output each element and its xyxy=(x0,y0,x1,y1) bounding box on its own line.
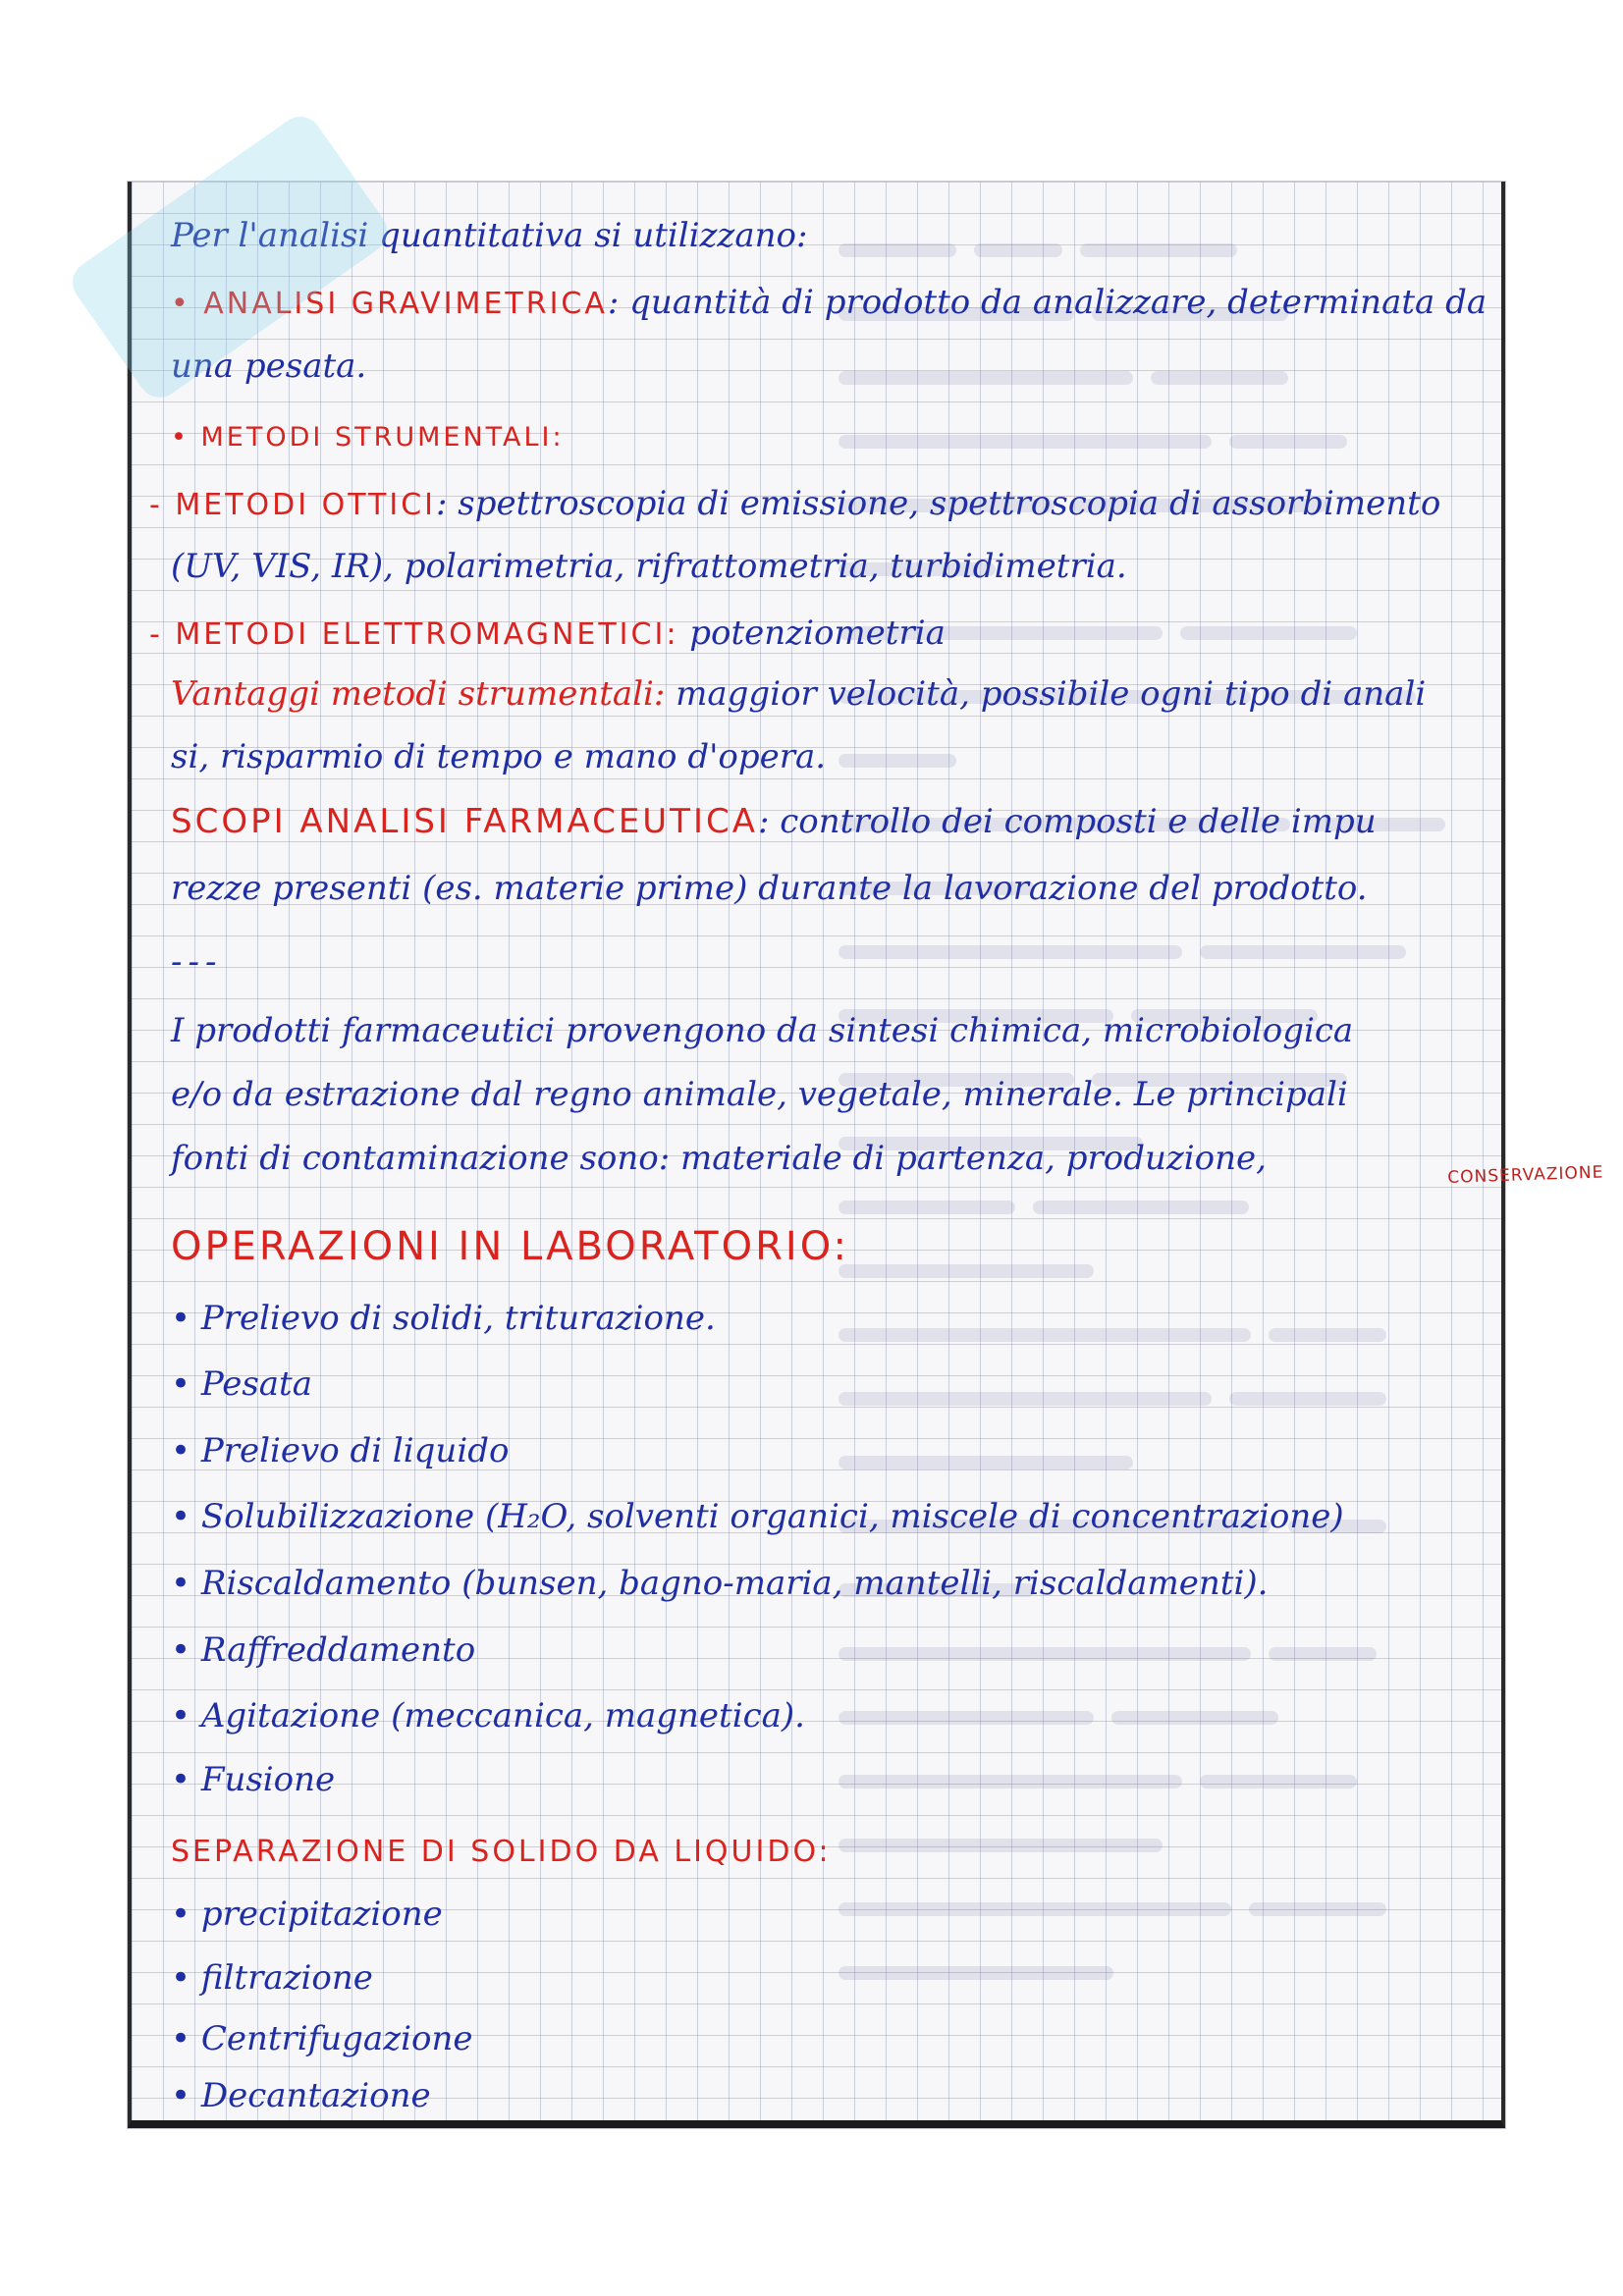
advantages-text: maggior velocità, possibile ogni tipo di anali xyxy=(665,674,1427,714)
list-item xyxy=(171,1299,716,1338)
intro-text: Per l'analisi quantitativa si utilizzano: xyxy=(171,216,808,255)
list-item-text: • Raffreddamento xyxy=(171,1630,476,1670)
list-item-text: • precipitazione xyxy=(171,1895,443,1934)
list-item xyxy=(171,2019,472,2058)
note-line xyxy=(171,216,807,255)
list-item-text: • Pesata xyxy=(171,1364,312,1404)
advantages-text-cont: si, risparmio di tempo e mano d'opera. xyxy=(171,737,827,776)
margin-note: CONSERVAZIONE xyxy=(1447,1162,1604,1188)
electromagnetic-text: potenziometria xyxy=(689,614,946,653)
contamination-text: fonti di contaminazione sono: materiale di partenza, produzione, xyxy=(171,1139,1267,1178)
pharma-analysis-text: : controllo dei composti e delle impu xyxy=(757,802,1377,841)
note-line xyxy=(171,737,826,776)
sources-text-cont: e/o da estrazione dal regno animale, vegetale, minerale. Le principali xyxy=(171,1075,1348,1114)
optical-text-cont: (UV, VIS, IR), polarimetria, rifrattometria, turbidimetria. xyxy=(171,547,1127,586)
gravimetric-text-cont: una pesata. xyxy=(171,347,367,386)
sources-text: I prodotti farmaceutici provengono da sintesi chimica, microbiologica xyxy=(171,1011,1354,1050)
list-item-text: • Riscaldamento (bunsen, bagno-maria, mantelli, riscaldamenti). xyxy=(171,1564,1269,1603)
note-line xyxy=(171,283,1487,322)
heading-instrumental: • METODI STRUMENTALI: xyxy=(171,422,565,453)
list-item xyxy=(171,2076,431,2115)
list-item-text: • Centrifugazione xyxy=(171,2019,473,2058)
list-item xyxy=(171,1497,1344,1536)
note-line xyxy=(171,347,366,386)
heading-electromagnetic: - METODI ELETTROMAGNETICI: xyxy=(149,617,679,652)
list-item xyxy=(171,1696,805,1735)
note-line xyxy=(171,1831,832,1870)
optical-text: : spettroscopia di emissione, spettroscopia di assorbimento xyxy=(436,484,1441,523)
list-item-text: • Decantazione xyxy=(171,2076,431,2115)
list-item-text: • filtrazione xyxy=(171,1958,373,1998)
heading-pharma-analysis: SCOPI ANALISI FARMACEUTICA xyxy=(171,802,758,841)
note-line xyxy=(149,484,1440,523)
note-line xyxy=(171,942,222,982)
notes-content xyxy=(132,182,1604,2120)
heading-separation: SEPARAZIONE DI SOLIDO DA LIQUIDO: xyxy=(171,1835,832,1869)
list-item xyxy=(171,1364,312,1404)
pharma-analysis-text-cont: rezze presenti (es. materie prime) durante la lavorazione del prodotto. xyxy=(171,869,1368,908)
note-line xyxy=(171,547,1127,586)
note-line xyxy=(171,1139,1267,1178)
heading-optical: - METODI OTTICI xyxy=(149,488,437,522)
note-line xyxy=(171,802,1377,841)
note-line xyxy=(171,415,565,454)
gravimetric-text: : quantità di prodotto da analizzare, determinata da xyxy=(607,283,1488,322)
note-line xyxy=(171,869,1368,908)
note-line xyxy=(171,1011,1353,1050)
list-item-text: • Solubilizzazione (H₂O, solventi organici, miscele di concentrazione) xyxy=(171,1497,1344,1536)
list-item xyxy=(171,1431,509,1470)
note-line xyxy=(171,1075,1348,1114)
list-item xyxy=(171,1564,1268,1603)
note-line xyxy=(149,614,946,653)
list-item-text: • Prelievo di solidi, triturazione. xyxy=(171,1299,716,1338)
note-line xyxy=(171,674,1426,714)
heading-advantages: Vantaggi metodi strumentali: xyxy=(171,674,666,714)
heading-lab-operations: OPERAZIONI IN LABORATORIO: xyxy=(171,1224,849,1269)
separator-dashes: --- xyxy=(171,942,223,982)
list-item-text: • Agitazione (meccanica, magnetica). xyxy=(171,1696,805,1735)
list-item-text: • Prelievo di liquido xyxy=(171,1431,510,1470)
heading-gravimetric: • ANALISI GRAVIMETRICA xyxy=(171,287,608,321)
note-line xyxy=(171,1224,849,1269)
list-item xyxy=(171,1958,373,1998)
list-item xyxy=(171,1760,335,1799)
list-item xyxy=(171,1895,443,1934)
list-item xyxy=(171,1630,475,1670)
list-item-text: • Fusione xyxy=(171,1760,336,1799)
notebook-page xyxy=(128,182,1604,2128)
